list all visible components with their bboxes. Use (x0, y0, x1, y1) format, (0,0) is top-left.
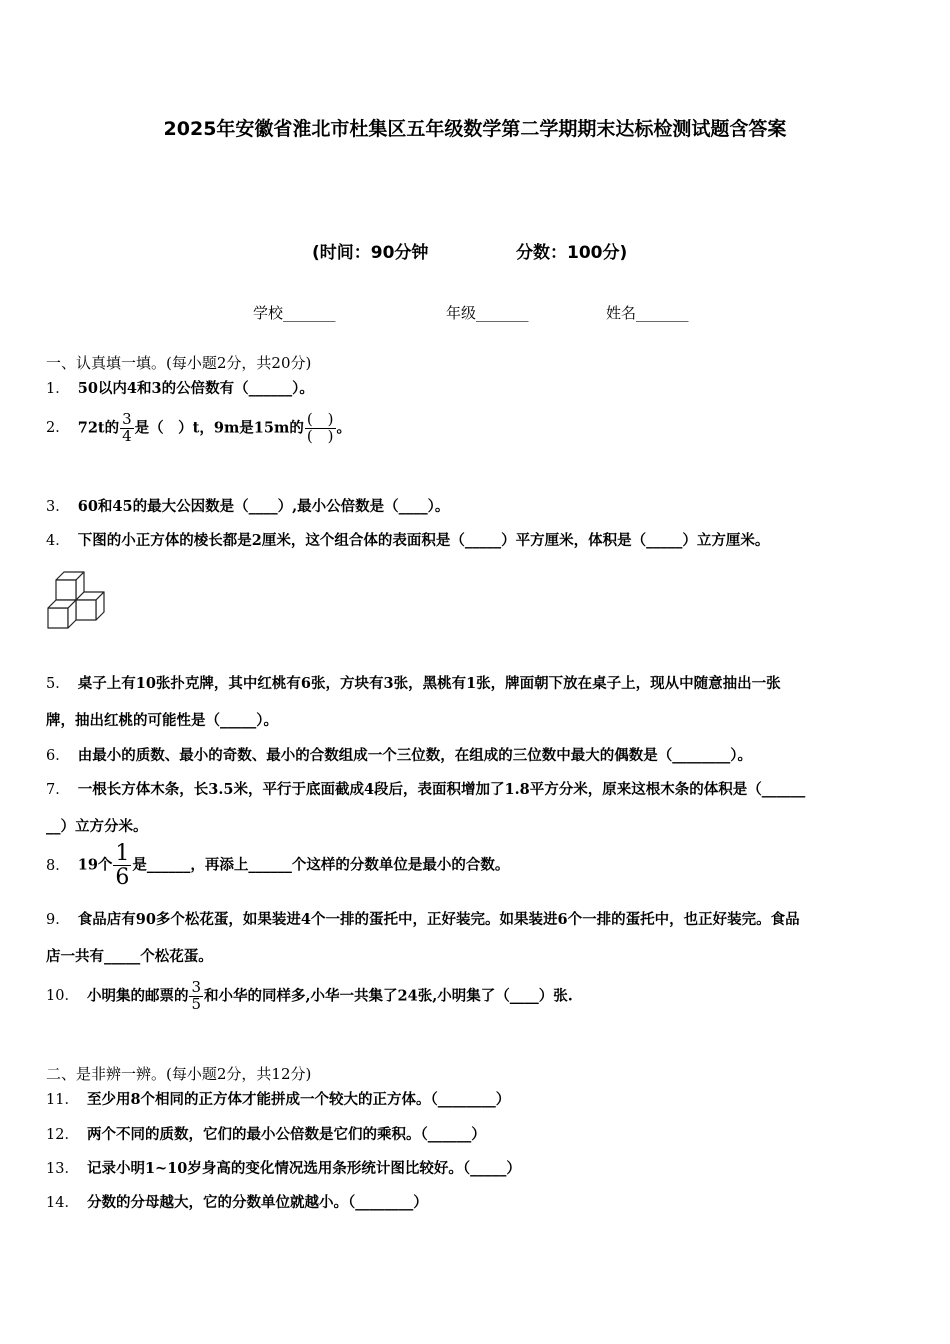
question-number: 4． (46, 533, 70, 549)
question-9 (46, 908, 800, 929)
question-6 (46, 744, 752, 765)
question-13 (46, 1157, 521, 1178)
question-number: 12． (46, 1127, 79, 1143)
question-text: 50以内4和3的公倍数有（______）。 (77, 380, 314, 397)
question-number: 7． (46, 782, 70, 798)
question-text: 食品店有90多个松花蛋，如果装进4个一排的蛋托中，正好装完。如果装进6个一排的蛋托中，也正好装完。食品 (77, 911, 800, 928)
question-text: 桌子上有10张扑克牌，其中红桃有6张，方块有3张，黑桃有1张，牌面朝下放在桌子上，现从中随意抽出一张 (77, 675, 781, 692)
question-text: 记录小明1~10岁身高的变化情况选用条形统计图比较好。（_____） (86, 1160, 521, 1177)
question-number: 8． (46, 857, 70, 874)
question-12 (46, 1123, 486, 1144)
question-14 (46, 1191, 428, 1212)
question-number: 9． (46, 912, 70, 928)
question-number: 6． (46, 748, 70, 764)
question-number: 14． (46, 1195, 79, 1211)
question-7 (46, 778, 805, 799)
question-text: 。 (336, 419, 352, 437)
school-field: 学校_______ (253, 304, 336, 322)
question-number: 3． (46, 499, 70, 515)
question-text: 下图的小正方体的棱长都是2厘米，这个组合体的表面积是（_____）平方厘米，体积是（_____）立方厘米。 (77, 532, 770, 549)
question-text: 是（ ）t，9m是15m的 (134, 419, 304, 437)
question-text: 19个 (77, 856, 113, 874)
question-2 (46, 412, 351, 445)
question-number: 2． (46, 420, 70, 437)
cube-figure (44, 568, 110, 634)
question-text: 分数的分母越大，它的分数单位就越小。（________） (86, 1194, 428, 1211)
question-number: 10． (46, 988, 79, 1005)
question-7-line-2: __）立方分米。 (46, 818, 148, 835)
question-1 (46, 377, 314, 398)
question-text: 小明集的邮票的 (86, 987, 189, 1005)
question-9-line-2: 店一共有_____个松花蛋。 (46, 948, 213, 965)
section-1-heading: 一、认真填一填。(每小题2分，共20分) (46, 354, 312, 372)
question-text: 60和45的最大公因数是（____）,最小公倍数是（____）。 (77, 498, 450, 515)
question-number: 13． (46, 1161, 79, 1177)
fraction-one-sixth: $\frac{1}{6}$ (115, 841, 130, 891)
question-8 (46, 842, 509, 889)
question-3 (46, 495, 449, 516)
question-text: 由最小的质数、最小的奇数、最小的合数组成一个三位数，在组成的三位数中最大的偶数是（________）。 (77, 747, 752, 764)
exam-time: (时间：90分钟 (312, 243, 429, 263)
grade-field: 年级_______ (446, 304, 529, 322)
question-5-line-2: 牌，抽出红桃的可能性是（_____）。 (46, 712, 278, 729)
question-text: 一根长方体木条，长3.5米，平行于底面截成4段后，表面积增加了1.8平方分米，原来这根木条的体积是（______ (77, 781, 806, 798)
question-text: 和小华的同样多,小华一共集了24张,小明集了（____）张. (204, 987, 573, 1005)
question-text: 两个不同的质数，它们的最小公倍数是它们的乘积。（______） (86, 1126, 486, 1143)
exam-score: 分数：100分) (516, 243, 628, 263)
question-text: 是______，再添上______个这样的分数单位是最小的合数。 (132, 856, 510, 874)
question-text: 72t的 (77, 419, 120, 437)
question-text: 至少用8个相同的正方体才能拼成一个较大的正方体。（________） (86, 1091, 511, 1108)
question-10 (46, 980, 573, 1013)
question-4 (46, 529, 769, 550)
question-11 (46, 1088, 510, 1109)
question-5 (46, 672, 781, 693)
page-title: 2025年安徽省淮北市杜集区五年级数学第二学期期末达标检测试题含答案 (163, 118, 787, 140)
name-field: 姓名_______ (606, 304, 689, 322)
question-number: 11． (46, 1092, 79, 1108)
fraction-three-fifths: $\frac{3}{5}$ (191, 978, 201, 1013)
question-number: 1． (46, 381, 70, 397)
fraction-blank: $\frac{( )}{( )}$ (306, 410, 334, 445)
fraction-three-quarters: $\frac{3}{4}$ (122, 410, 132, 445)
section-2-heading: 二、是非辨一辨。(每小题2分，共12分) (46, 1065, 312, 1083)
question-number: 5． (46, 676, 70, 692)
